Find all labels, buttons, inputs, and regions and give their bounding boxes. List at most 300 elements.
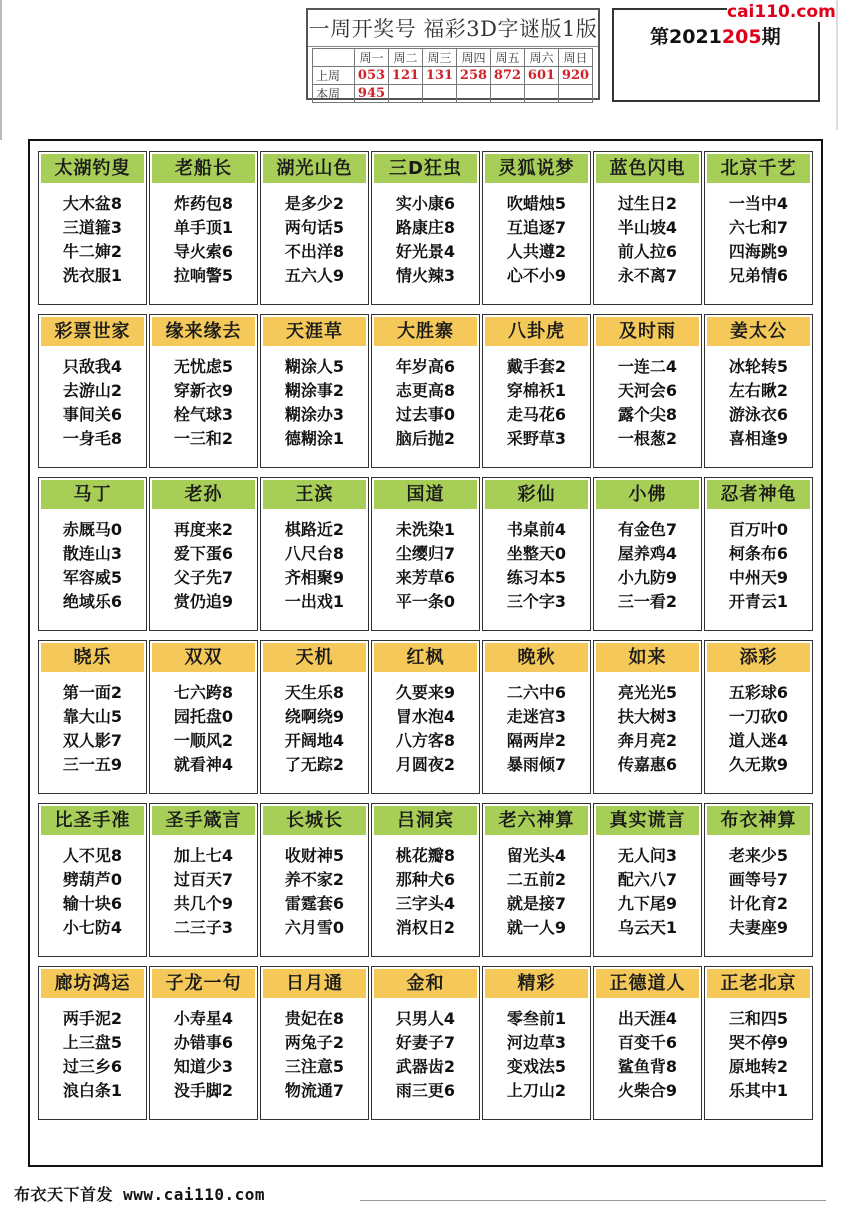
riddle-line: 原地转2 xyxy=(728,1057,789,1076)
riddle-card xyxy=(371,640,480,794)
riddle-card xyxy=(482,640,591,794)
draw-number xyxy=(491,85,525,103)
riddle-card-title: 吕洞宾 xyxy=(374,806,477,835)
riddle-card xyxy=(260,966,369,1120)
riddle-card-title: 小佛 xyxy=(596,480,699,509)
riddle-line: 走迷宫3 xyxy=(506,707,567,726)
riddle-card xyxy=(38,966,147,1120)
riddle-line: 三个字3 xyxy=(506,592,567,611)
riddle-line: 走马花6 xyxy=(506,405,567,424)
riddle-card-title: 彩票世家 xyxy=(41,317,144,346)
footer-line xyxy=(360,1200,826,1201)
riddle-line: 知道少3 xyxy=(173,1057,234,1076)
riddle-line: 浪白条1 xyxy=(62,1081,123,1100)
riddle-line: 实小康6 xyxy=(395,194,456,213)
riddle-card-title: 老船长 xyxy=(152,154,255,183)
riddle-line: 绕啊绕9 xyxy=(284,707,345,726)
riddle-line: 兄弟情6 xyxy=(728,266,789,285)
riddle-card-title: 灵狐说梦 xyxy=(485,154,588,183)
riddle-line: 亮光光5 xyxy=(617,683,678,702)
riddle-card xyxy=(371,477,480,631)
riddle-card xyxy=(593,966,702,1120)
riddle-line: 奔月亮2 xyxy=(617,731,678,750)
riddle-line: 没手脚2 xyxy=(173,1081,234,1100)
riddle-line: 采野草3 xyxy=(506,429,567,448)
riddle-line: 柯条布6 xyxy=(728,544,789,563)
riddle-line: 小七防4 xyxy=(62,918,123,937)
riddle-lines xyxy=(705,192,812,288)
riddle-card-title: 晓乐 xyxy=(41,643,144,672)
riddle-line: 未洗染1 xyxy=(395,520,456,539)
day-header: 周日 xyxy=(559,49,593,67)
riddle-line: 永不离7 xyxy=(617,266,678,285)
riddle-line: 隔两岸2 xyxy=(506,731,567,750)
riddle-line: 人共遵2 xyxy=(506,242,567,261)
riddle-line: 脑后抛2 xyxy=(395,429,456,448)
draw-number: 053 xyxy=(355,67,389,85)
riddle-line: 劈葫芦0 xyxy=(62,870,123,889)
riddle-lines xyxy=(483,681,590,777)
riddle-line: 三一看2 xyxy=(617,592,678,611)
riddle-card xyxy=(371,803,480,957)
riddle-lines xyxy=(594,681,701,777)
riddle-lines xyxy=(594,192,701,288)
riddle-card xyxy=(704,640,813,794)
riddle-line: 穿棉袄1 xyxy=(506,381,567,400)
issue-number-highlight: 205 xyxy=(721,26,762,48)
riddle-card-title: 廊坊鸿运 xyxy=(41,969,144,998)
riddle-lines xyxy=(261,681,368,777)
riddle-card xyxy=(260,640,369,794)
weekly-draw-title: 一周开奖号 福彩3D字谜版1版 xyxy=(308,12,598,47)
riddle-line: 过去事0 xyxy=(395,405,456,424)
riddle-lines xyxy=(705,681,812,777)
riddle-card xyxy=(260,477,369,631)
riddle-line: 小九防9 xyxy=(617,568,678,587)
riddle-line: 牛二婶2 xyxy=(62,242,123,261)
riddle-line: 六七和7 xyxy=(728,218,789,237)
riddle-line: 道人迷4 xyxy=(728,731,789,750)
riddle-line: 消权日2 xyxy=(395,918,456,937)
riddle-card-title: 布衣神算 xyxy=(707,806,810,835)
riddle-line: 七六跨8 xyxy=(173,683,234,702)
riddle-lines xyxy=(483,844,590,940)
riddle-line: 火柴合9 xyxy=(617,1081,678,1100)
riddle-card xyxy=(38,477,147,631)
riddle-line: 上刀山2 xyxy=(506,1081,567,1100)
riddle-line: 绝域乐6 xyxy=(62,592,123,611)
riddle-line: 双人影7 xyxy=(62,731,123,750)
riddle-lines xyxy=(150,355,257,451)
riddle-line: 过生日2 xyxy=(617,194,678,213)
riddle-line: 乐其中1 xyxy=(728,1081,789,1100)
row-label: 上周 xyxy=(313,67,355,85)
footer-text: 布衣天下首发 www.cai110.com xyxy=(14,1185,265,1204)
riddle-line: 九下尾9 xyxy=(617,894,678,913)
riddle-line: 过百天7 xyxy=(173,870,234,889)
riddle-card xyxy=(593,640,702,794)
riddle-line: 一根葱2 xyxy=(617,429,678,448)
riddle-line: 炸药包8 xyxy=(173,194,234,213)
day-header: 周五 xyxy=(491,49,525,67)
riddle-line: 只男人4 xyxy=(395,1009,456,1028)
riddle-lines xyxy=(372,844,479,940)
riddle-line: 一出戏1 xyxy=(284,592,345,611)
riddle-line: 洗衣服1 xyxy=(62,266,123,285)
riddle-line: 军容威5 xyxy=(62,568,123,587)
riddle-line: 只敌我4 xyxy=(62,357,123,376)
riddle-line: 单手顶1 xyxy=(173,218,234,237)
riddle-card-title: 金和 xyxy=(374,969,477,998)
riddle-line: 大木盆8 xyxy=(62,194,123,213)
draw-table-corner xyxy=(313,49,355,67)
riddle-line: 变戏法5 xyxy=(506,1057,567,1076)
riddle-line: 一当中4 xyxy=(728,194,789,213)
riddle-line: 无人问3 xyxy=(617,846,678,865)
riddle-line: 二五前2 xyxy=(506,870,567,889)
riddle-line: 就是接7 xyxy=(506,894,567,913)
riddle-line: 导火索6 xyxy=(173,242,234,261)
riddle-lines xyxy=(39,844,146,940)
riddle-card xyxy=(38,803,147,957)
riddle-card-title: 天涯草 xyxy=(263,317,366,346)
riddle-line: 小寿星4 xyxy=(173,1009,234,1028)
riddle-line: 上三盘5 xyxy=(62,1033,123,1052)
riddle-line: 武器齿2 xyxy=(395,1057,456,1076)
riddle-card xyxy=(704,966,813,1120)
riddle-card-title: 湖光山色 xyxy=(263,154,366,183)
riddle-lines xyxy=(705,355,812,451)
riddle-card-title: 日月通 xyxy=(263,969,366,998)
riddle-line: 路康庄8 xyxy=(395,218,456,237)
riddle-line: 事间关6 xyxy=(62,405,123,424)
riddle-lines xyxy=(594,844,701,940)
riddle-line: 游泳衣6 xyxy=(728,405,789,424)
riddle-line: 左右瞅2 xyxy=(728,381,789,400)
riddle-line: 河边草3 xyxy=(506,1033,567,1052)
riddle-line: 德糊涂1 xyxy=(284,429,345,448)
riddle-card xyxy=(593,477,702,631)
riddle-line: 来芳草6 xyxy=(395,568,456,587)
riddle-line: 一三和2 xyxy=(173,429,234,448)
riddle-lines xyxy=(261,1007,368,1103)
row-label: 本周 xyxy=(313,85,355,103)
riddle-line: 不出洋8 xyxy=(284,242,345,261)
draw-table xyxy=(312,48,593,103)
riddle-card xyxy=(38,151,147,305)
riddle-line: 贵妃在8 xyxy=(284,1009,345,1028)
riddle-card-title: 北京千艺 xyxy=(707,154,810,183)
site-logo[interactable]: cai110.com xyxy=(727,2,836,22)
riddle-lines xyxy=(594,1007,701,1103)
riddle-lines xyxy=(594,518,701,614)
riddle-line: 喜相逢9 xyxy=(728,429,789,448)
riddle-line: 夫妻座9 xyxy=(728,918,789,937)
riddle-card-title: 蓝色闪电 xyxy=(596,154,699,183)
riddle-line: 平一条0 xyxy=(395,592,456,611)
riddle-card xyxy=(593,151,702,305)
riddle-lines xyxy=(39,681,146,777)
riddle-line: 屋养鸡4 xyxy=(617,544,678,563)
riddle-line: 吹蜡烛5 xyxy=(506,194,567,213)
riddle-line: 糊涂人5 xyxy=(284,357,345,376)
riddle-line: 百变千6 xyxy=(617,1033,678,1052)
riddle-card-title: 天机 xyxy=(263,643,366,672)
riddle-card xyxy=(38,640,147,794)
riddle-line: 齐相聚9 xyxy=(284,568,345,587)
riddle-line: 过三乡6 xyxy=(62,1057,123,1076)
riddle-line: 画等号7 xyxy=(728,870,789,889)
riddle-lines xyxy=(261,844,368,940)
riddle-line: 三字头4 xyxy=(395,894,456,913)
issue-suffix: 期 xyxy=(761,26,781,48)
riddle-line: 赏仍追9 xyxy=(173,592,234,611)
riddle-lines xyxy=(39,192,146,288)
riddle-line: 好光景4 xyxy=(395,242,456,261)
riddle-line: 三注意5 xyxy=(284,1057,345,1076)
draw-number: 121 xyxy=(389,67,423,85)
riddle-lines xyxy=(483,1007,590,1103)
riddle-line: 二三子3 xyxy=(173,918,234,937)
left-edge-line xyxy=(0,0,2,140)
riddle-line: 五六人9 xyxy=(284,266,345,285)
riddle-line: 冒水泡4 xyxy=(395,707,456,726)
riddle-lines xyxy=(150,1007,257,1103)
riddle-card xyxy=(482,966,591,1120)
riddle-line: 二六中6 xyxy=(506,683,567,702)
riddle-card xyxy=(704,477,813,631)
riddle-line: 赤厩马0 xyxy=(62,520,123,539)
riddle-line: 好妻子7 xyxy=(395,1033,456,1052)
riddle-card-title: 精彩 xyxy=(485,969,588,998)
riddle-card-title: 双双 xyxy=(152,643,255,672)
riddle-card xyxy=(149,151,258,305)
riddle-card xyxy=(371,966,480,1120)
riddle-card xyxy=(482,151,591,305)
riddle-line: 两句话5 xyxy=(284,218,345,237)
riddle-lines xyxy=(372,518,479,614)
riddle-line: 有金色7 xyxy=(617,520,678,539)
draw-number: 945 xyxy=(355,85,389,103)
riddle-card-title: 正德道人 xyxy=(596,969,699,998)
riddle-card xyxy=(482,803,591,957)
riddle-line: 雨三更6 xyxy=(395,1081,456,1100)
riddle-line: 那种犬6 xyxy=(395,870,456,889)
riddle-line: 坐整天0 xyxy=(506,544,567,563)
riddle-line: 再度来2 xyxy=(173,520,234,539)
riddle-line: 久要来9 xyxy=(395,683,456,702)
riddle-card-title: 忍者神龟 xyxy=(707,480,810,509)
riddle-lines xyxy=(483,192,590,288)
riddle-line: 开青云1 xyxy=(728,592,789,611)
riddle-line: 冰轮转5 xyxy=(728,357,789,376)
riddle-card xyxy=(482,314,591,468)
riddle-lines xyxy=(261,518,368,614)
riddle-line: 就看神4 xyxy=(173,755,234,774)
riddle-line: 无忧虑5 xyxy=(173,357,234,376)
riddle-line: 老来少5 xyxy=(728,846,789,865)
riddle-lines xyxy=(372,681,479,777)
riddle-line: 共几个9 xyxy=(173,894,234,913)
riddle-lines xyxy=(150,681,257,777)
riddle-line: 久无欺9 xyxy=(728,755,789,774)
riddle-line: 计化育2 xyxy=(728,894,789,913)
issue-box xyxy=(612,8,820,102)
right-edge-line xyxy=(836,0,838,130)
riddle-line: 办错事6 xyxy=(173,1033,234,1052)
riddle-line: 人不见8 xyxy=(62,846,123,865)
riddle-line: 第一面2 xyxy=(62,683,123,702)
riddle-lines xyxy=(372,192,479,288)
draw-number: 258 xyxy=(457,67,491,85)
riddle-line: 三和四5 xyxy=(728,1009,789,1028)
riddle-card-title: 彩仙 xyxy=(485,480,588,509)
riddle-line: 戴手套2 xyxy=(506,357,567,376)
riddle-line: 爱下蛋6 xyxy=(173,544,234,563)
riddle-line: 年岁高6 xyxy=(395,357,456,376)
riddle-card xyxy=(260,314,369,468)
riddle-line: 棋路近2 xyxy=(284,520,345,539)
day-header: 周四 xyxy=(457,49,491,67)
riddle-lines xyxy=(705,518,812,614)
riddle-line: 开阔地4 xyxy=(284,731,345,750)
riddle-grid xyxy=(28,139,823,1167)
riddle-lines xyxy=(261,192,368,288)
riddle-line: 志更高8 xyxy=(395,381,456,400)
riddle-line: 糊涂办3 xyxy=(284,405,345,424)
riddle-lines xyxy=(150,192,257,288)
riddle-lines xyxy=(372,355,479,451)
riddle-card-title: 圣手箴言 xyxy=(152,806,255,835)
riddle-line: 雷霆套6 xyxy=(284,894,345,913)
riddle-line: 是多少2 xyxy=(284,194,345,213)
riddle-card xyxy=(704,314,813,468)
last-week-row xyxy=(313,67,593,85)
riddle-card xyxy=(149,640,258,794)
riddle-card xyxy=(704,151,813,305)
riddle-card xyxy=(38,314,147,468)
riddle-line: 扶大树3 xyxy=(617,707,678,726)
riddle-card-title: 真实谎言 xyxy=(596,806,699,835)
riddle-line: 留光头4 xyxy=(506,846,567,865)
riddle-line: 糊涂事2 xyxy=(284,381,345,400)
riddle-line: 情火辣3 xyxy=(395,266,456,285)
riddle-line: 八尺台8 xyxy=(284,544,345,563)
riddle-lines xyxy=(39,1007,146,1103)
riddle-line: 露个尖8 xyxy=(617,405,678,424)
draw-number: 920 xyxy=(559,67,593,85)
riddle-lines xyxy=(594,355,701,451)
riddle-line: 尘缨归7 xyxy=(395,544,456,563)
this-week-row xyxy=(313,85,593,103)
riddle-card-title: 国道 xyxy=(374,480,477,509)
riddle-card-title: 添彩 xyxy=(707,643,810,672)
riddle-card-title: 比圣手准 xyxy=(41,806,144,835)
riddle-lines xyxy=(705,844,812,940)
riddle-line: 桃花瓣8 xyxy=(395,846,456,865)
riddle-line: 哭不停9 xyxy=(728,1033,789,1052)
riddle-card-title: 缘来缘去 xyxy=(152,317,255,346)
draw-number xyxy=(423,85,457,103)
riddle-line: 养不家2 xyxy=(284,870,345,889)
draw-number xyxy=(525,85,559,103)
riddle-card-title: 马丁 xyxy=(41,480,144,509)
riddle-lines xyxy=(372,1007,479,1103)
riddle-line: 互追逐7 xyxy=(506,218,567,237)
riddle-line: 鲨鱼背8 xyxy=(617,1057,678,1076)
riddle-line: 书桌前4 xyxy=(506,520,567,539)
riddle-lines xyxy=(150,844,257,940)
riddle-line: 了无踪2 xyxy=(284,755,345,774)
riddle-card-title: 八卦虎 xyxy=(485,317,588,346)
riddle-card-title: 如来 xyxy=(596,643,699,672)
riddle-card-title: 红枫 xyxy=(374,643,477,672)
riddle-lines xyxy=(261,355,368,451)
issue-prefix: 第2021 xyxy=(650,26,722,48)
riddle-line: 六月雪0 xyxy=(284,918,345,937)
riddle-line: 零叁前1 xyxy=(506,1009,567,1028)
riddle-line: 两兔子2 xyxy=(284,1033,345,1052)
riddle-card xyxy=(482,477,591,631)
riddle-line: 加上七4 xyxy=(173,846,234,865)
riddle-card-title: 太湖钓叟 xyxy=(41,154,144,183)
riddle-card-title: 姜太公 xyxy=(707,317,810,346)
riddle-line: 百万叶0 xyxy=(728,520,789,539)
riddle-line: 心不小9 xyxy=(506,266,567,285)
riddle-card xyxy=(149,314,258,468)
riddle-lines xyxy=(150,518,257,614)
riddle-line: 拉响警5 xyxy=(173,266,234,285)
riddle-line: 暴雨倾7 xyxy=(506,755,567,774)
riddle-line: 五彩球6 xyxy=(728,683,789,702)
riddle-line: 天生乐8 xyxy=(284,683,345,702)
riddle-card-title: 王滨 xyxy=(263,480,366,509)
draw-number xyxy=(389,85,423,103)
day-header: 周二 xyxy=(389,49,423,67)
riddle-line: 收财神5 xyxy=(284,846,345,865)
riddle-line: 传嘉惠6 xyxy=(617,755,678,774)
riddle-card-title: 长城长 xyxy=(263,806,366,835)
day-header: 周一 xyxy=(355,49,389,67)
riddle-lines xyxy=(483,518,590,614)
riddle-card-title: 三D狂虫 xyxy=(374,154,477,183)
riddle-card-title: 晚秋 xyxy=(485,643,588,672)
riddle-card-title: 正老北京 xyxy=(707,969,810,998)
riddle-card xyxy=(371,314,480,468)
riddle-line: 天河会6 xyxy=(617,381,678,400)
issue-number xyxy=(650,22,781,49)
riddle-card xyxy=(149,803,258,957)
draw-number xyxy=(559,85,593,103)
weekly-draw-box xyxy=(306,8,600,100)
draw-number: 601 xyxy=(525,67,559,85)
riddle-card xyxy=(593,314,702,468)
riddle-card-title: 老孙 xyxy=(152,480,255,509)
riddle-card-title: 及时雨 xyxy=(596,317,699,346)
riddle-line: 月圆夜2 xyxy=(395,755,456,774)
riddle-line: 中州天9 xyxy=(728,568,789,587)
riddle-lines xyxy=(483,355,590,451)
riddle-card xyxy=(593,803,702,957)
riddle-card xyxy=(371,151,480,305)
riddle-line: 乌云天1 xyxy=(617,918,678,937)
riddle-line: 一连二4 xyxy=(617,357,678,376)
riddle-lines xyxy=(39,355,146,451)
riddle-line: 就一人9 xyxy=(506,918,567,937)
riddle-card-title: 子龙一句 xyxy=(152,969,255,998)
draw-number: 131 xyxy=(423,67,457,85)
riddle-line: 半山坡4 xyxy=(617,218,678,237)
